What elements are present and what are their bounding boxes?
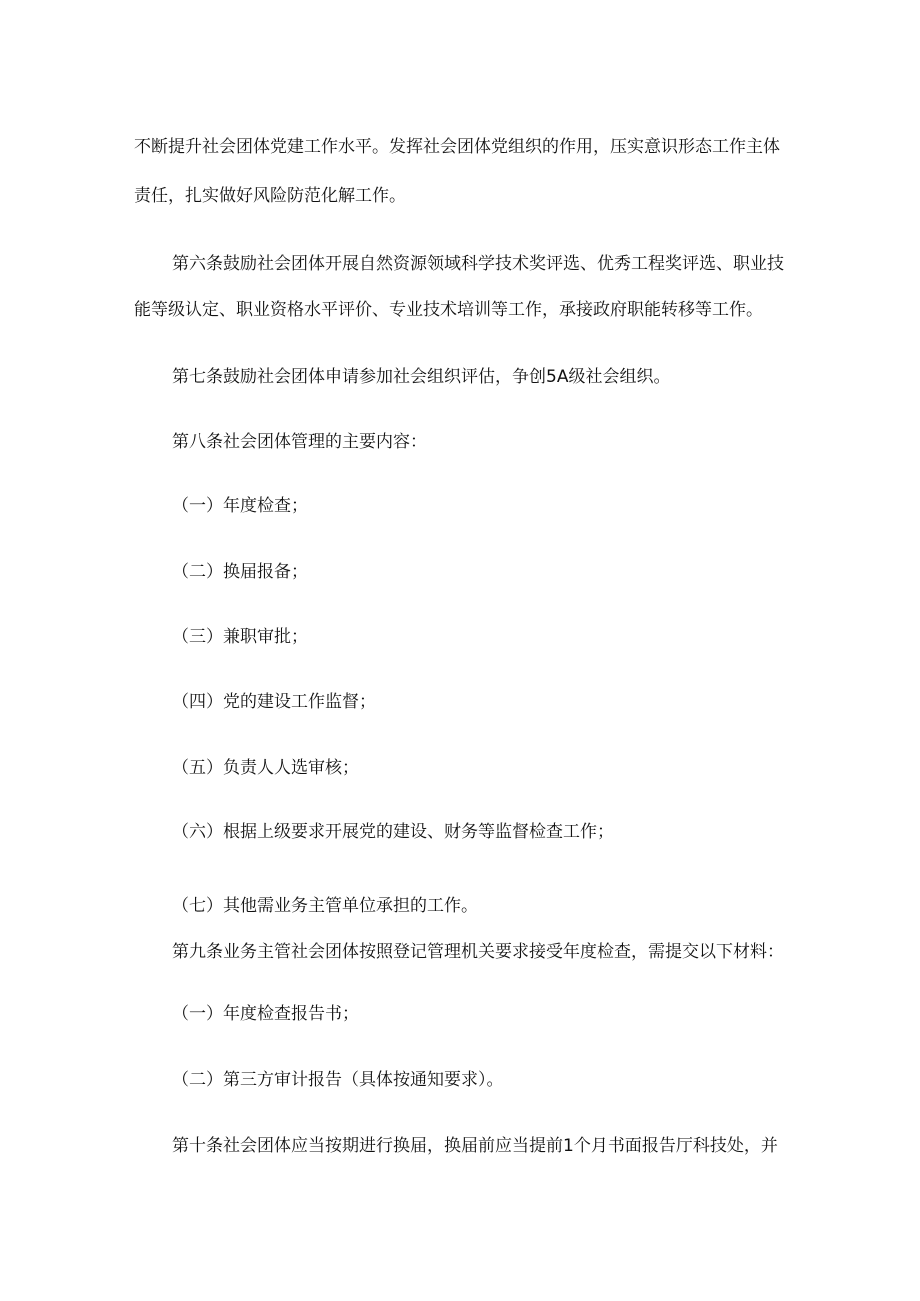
- paragraph-line: 第八条社会团体管理的主要内容：: [172, 432, 427, 452]
- list-item: （一）年度检查报告书；: [172, 1004, 359, 1024]
- list-item: （五）负责人人选审核；: [172, 758, 359, 778]
- list-item: （一）年度检查；: [172, 496, 308, 516]
- paragraph-line: 第六条鼓励社会团体开展自然资源领域科学技术奖评选、优秀工程奖评选、职业技: [172, 254, 784, 274]
- list-item: （三）兼职审批；: [172, 627, 308, 647]
- paragraph-line: 第十条社会团体应当按期进行换届，换届前应当提前1个月书面报告厅科技处，并: [172, 1136, 778, 1156]
- paragraph-line: 第九条业务主管社会团体按照登记管理机关要求接受年度检查，需提交以下材料：: [172, 942, 784, 962]
- list-item: （二）第三方审计报告（具体按通知要求）。: [172, 1070, 504, 1090]
- paragraph-line: 不断提升社会团体党建工作水平。发挥社会团体党组织的作用，压实意识形态工作主体: [134, 137, 780, 157]
- paragraph-line: 第七条鼓励社会团体申请参加社会组织评估，争创5A级社会组织。: [172, 367, 671, 387]
- paragraph-line: 能等级认定、职业资格水平评价、专业技术培训等工作，承接政府职能转移等工作。: [134, 300, 763, 320]
- list-item: （二）换届报备；: [172, 562, 308, 582]
- list-item: （六）根据上级要求开展党的建设、财务等监督检查工作；: [172, 822, 614, 842]
- paragraph-line: 责任，扎实做好风险防范化解工作。: [134, 186, 406, 206]
- list-item: （四）党的建设工作监督；: [172, 692, 376, 712]
- list-item: （七）其他需业务主管单位承担的工作。: [172, 896, 478, 916]
